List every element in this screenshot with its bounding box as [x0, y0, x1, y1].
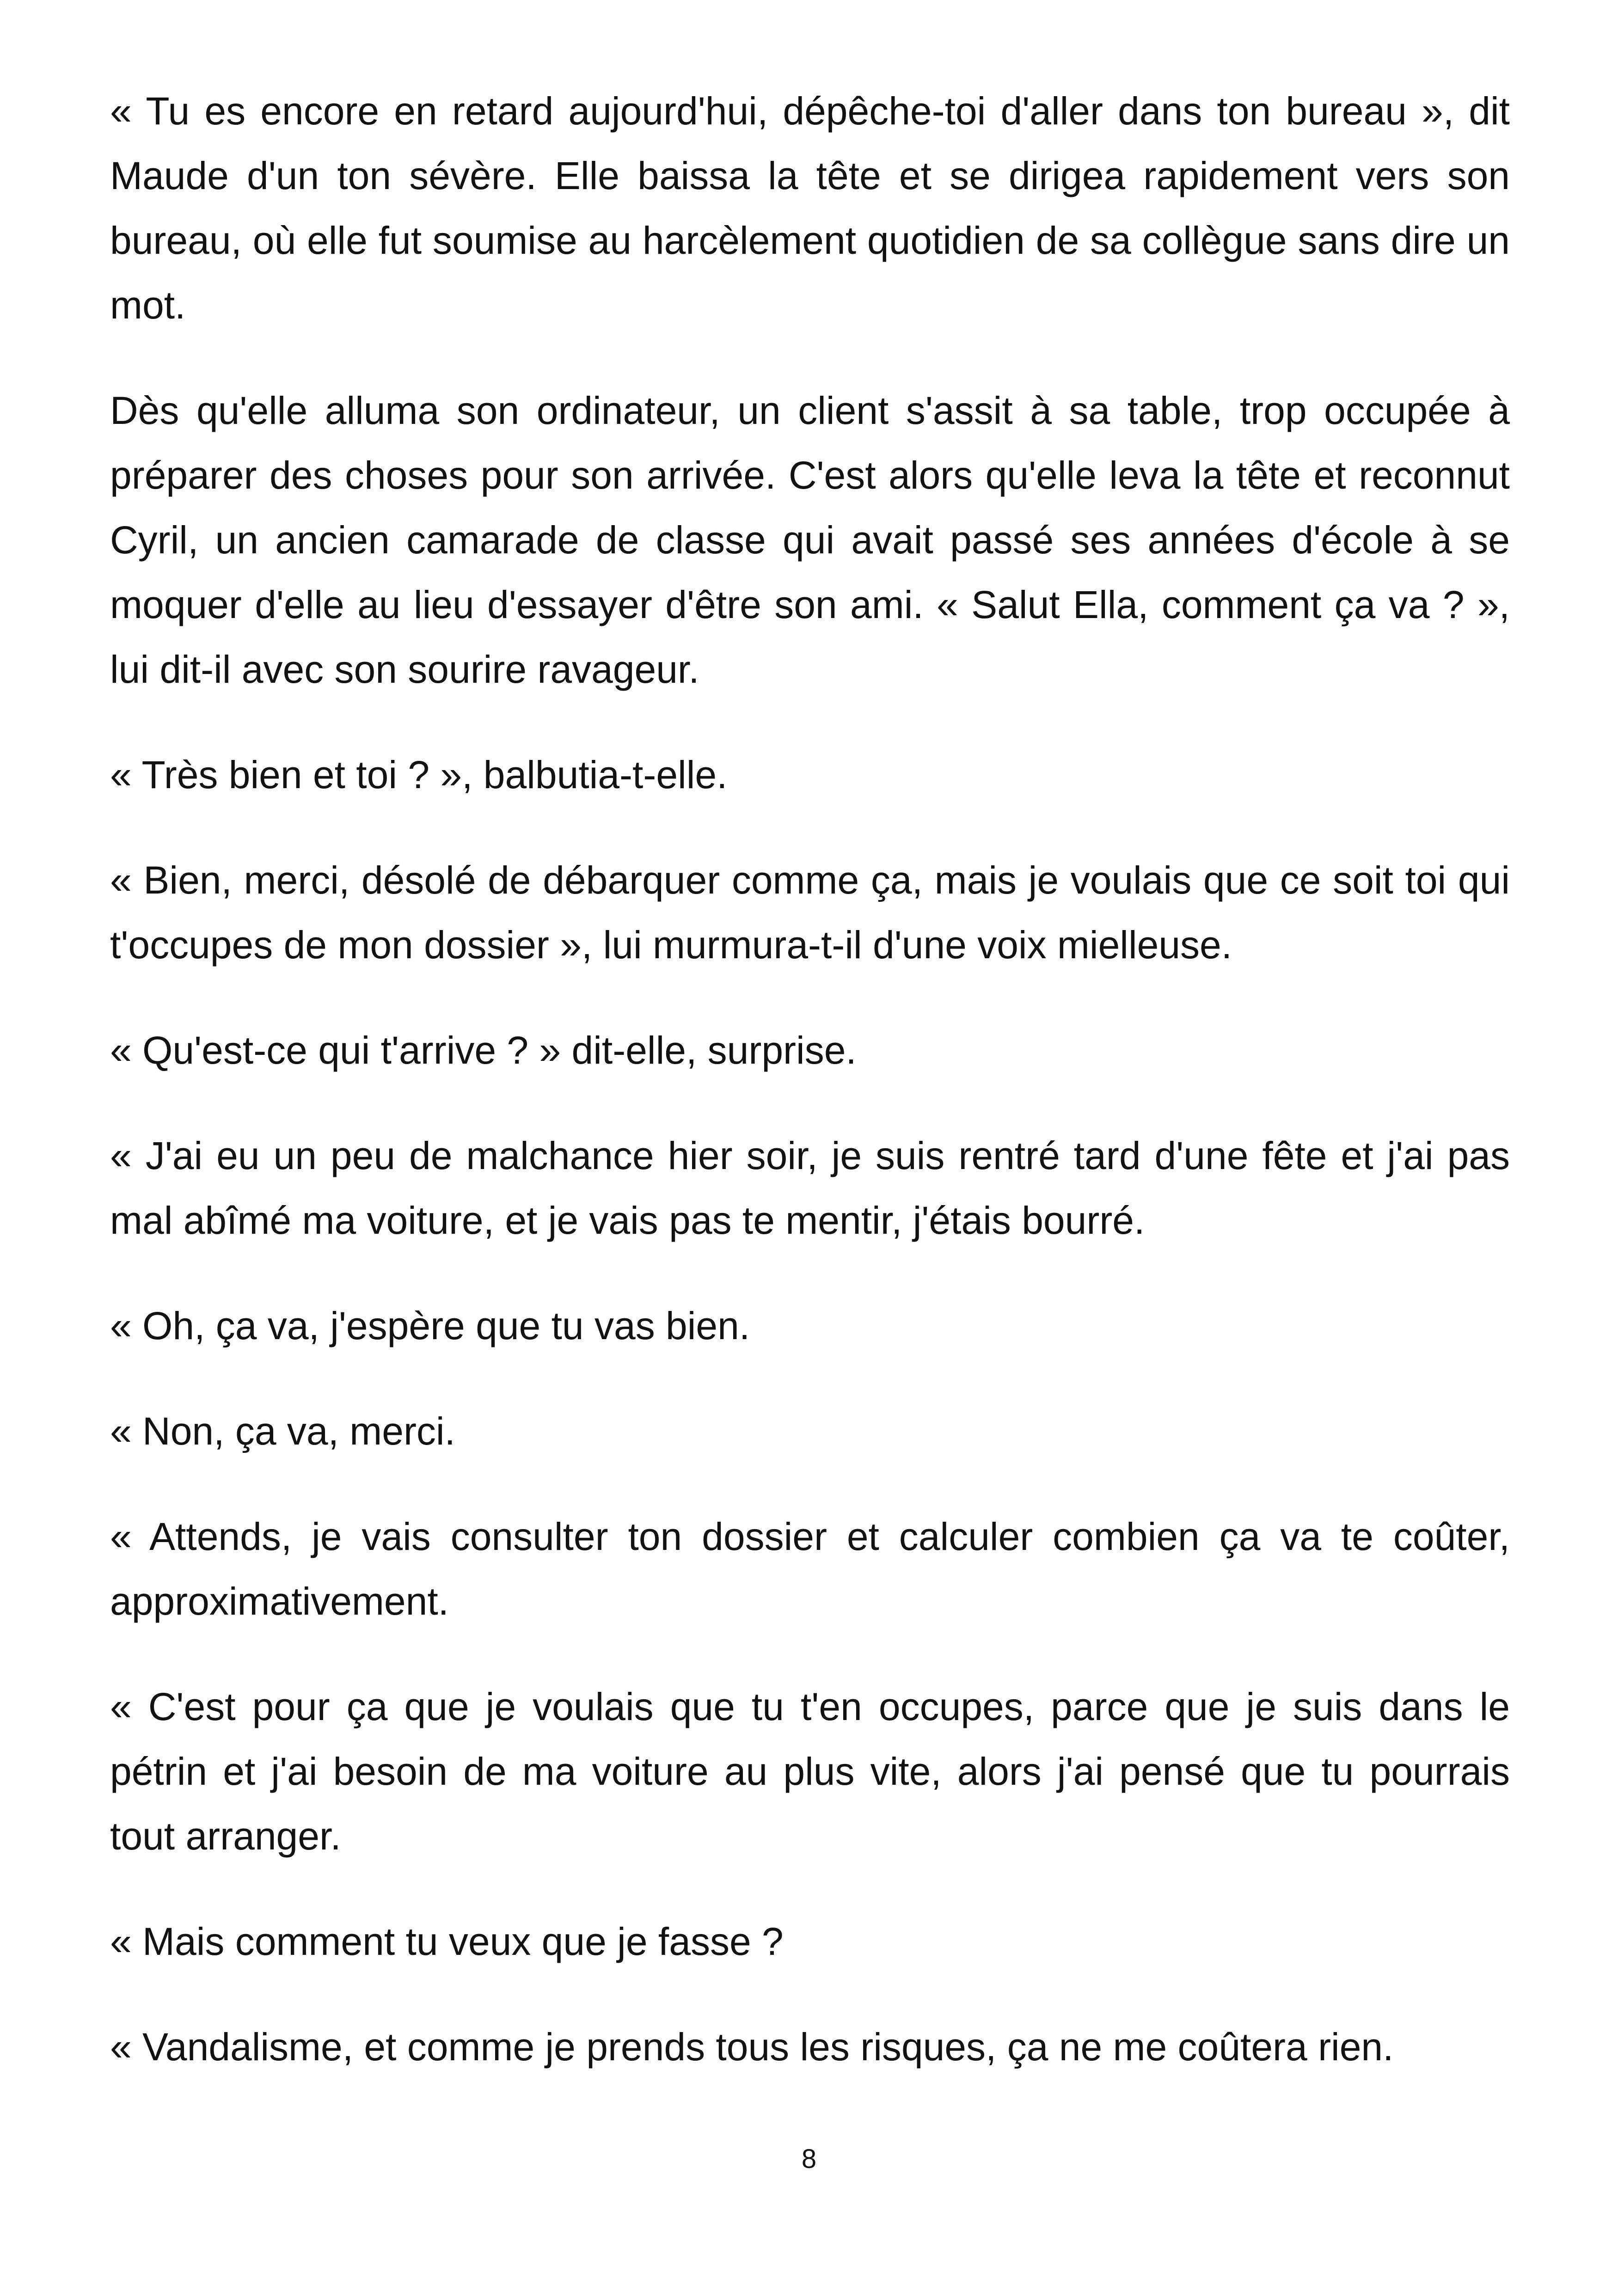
paragraph: « J'ai eu un peu de malchance hier soir, je suis rentré tard d'une fête et j'ai pas mal abîmé ma voiture, et je vais pas te mentir, j'étais bourré.	[110, 1134, 1510, 1242]
paragraph: « Bien, merci, désolé de débarquer comme ça, mais je voulais que ce soit toi qui t'occupes de mon dossier », lui murmura-t-il d'une voix mielleuse.	[110, 858, 1510, 967]
paragraph: « Très bien et toi ? », balbutia-t-elle.	[110, 753, 728, 796]
paragraph: « Tu es encore en retard aujourd'hui, dépêche-toi d'aller dans ton bureau », dit Maude d'un ton sévère. Elle baissa la tête et se dirigea rapidement vers son bureau, où elle fut soumise au harcèlement quotidien de sa collègue sans dire un mot.	[110, 89, 1510, 327]
paragraph: « Vandalisme, et comme je prends tous les risques, ça ne me coûtera rien.	[110, 2025, 1394, 2069]
paragraph: Dès qu'elle alluma son ordinateur, un client s'assit à sa table, trop occupée à préparer des choses pour son arrivée. C'est alors qu'elle leva la tête et reconnut Cyril, un ancien camarade de classe qui avait passé ses années d'école à se moquer d'elle au lieu d'essayer d'être son ami. « Salut Ella, comment ça va ? », lui dit-il avec son sourire ravageur.	[110, 389, 1510, 691]
page-number: 8	[801, 2144, 817, 2174]
body-text	[110, 79, 1510, 2120]
paragraph: « Mais comment tu veux que je fasse ?	[110, 1920, 784, 1963]
paragraph: « Non, ça va, merci.	[110, 1409, 455, 1453]
paragraph: « Qu'est-ce qui t'arrive ? » dit-elle, surprise.	[110, 1029, 857, 1072]
paragraph: « Attends, je vais consulter ton dossier et calculer combien ça va te coûter, approximativement.	[110, 1515, 1510, 1623]
paragraph: « Oh, ça va, j'espère que tu vas bien.	[110, 1304, 750, 1347]
paragraph: « C'est pour ça que je voulais que tu t'en occupes, parce que je suis dans le pétrin et j'ai besoin de ma voiture au plus vite, alors j'ai pensé que tu pourrais tout arranger.	[110, 1685, 1510, 1858]
